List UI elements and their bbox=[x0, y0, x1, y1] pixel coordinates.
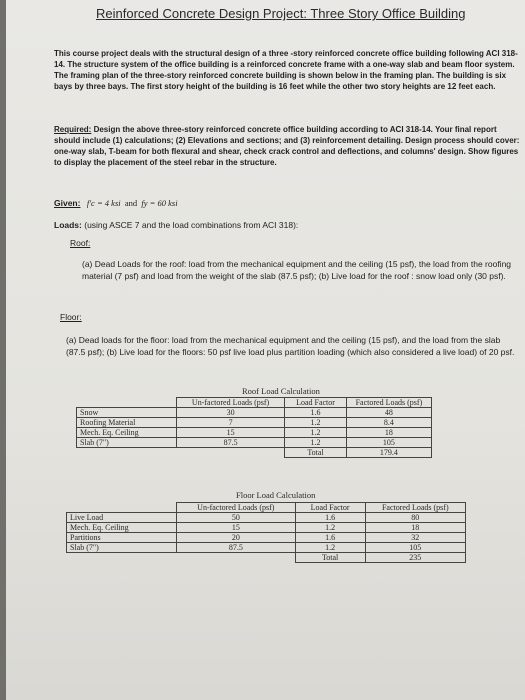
column-header: Load Factor bbox=[285, 398, 347, 408]
cell-value: 15 bbox=[177, 523, 296, 533]
total-label: Total bbox=[295, 553, 365, 563]
loads-text: (using ASCE 7 and the load combinations from ACI 318): bbox=[81, 220, 299, 230]
floor-table-caption: Floor Load Calculation bbox=[236, 490, 316, 500]
column-header: Load Factor bbox=[295, 503, 365, 513]
cell-value: 7 bbox=[177, 418, 285, 428]
table-row bbox=[67, 523, 466, 533]
cell-value: 1.2 bbox=[285, 418, 347, 428]
total-value: 235 bbox=[365, 553, 465, 563]
row-label: Partitions bbox=[67, 533, 177, 543]
row-label: Slab (7") bbox=[67, 543, 177, 553]
cell-value: 1.2 bbox=[295, 523, 365, 533]
row-label: Snow bbox=[77, 408, 177, 418]
table-header-row bbox=[67, 503, 466, 513]
table-row bbox=[77, 428, 432, 438]
loads-line bbox=[54, 220, 298, 230]
intro-paragraph: This course project deals with the structural design of a three -story reinforced concrete office building following ACI 318-14. The structure system of the office building is a reinforced concrete frame with a one-way slab and beam floor system. The framing plan of the three-story reinforced concrete building is shown below in the framing plan. The building is six bays by three bays. The first story height of the building is 16 feet while the other two story heights are 12 feet each. bbox=[54, 49, 518, 91]
table-row bbox=[67, 543, 466, 553]
cell-value: 1.6 bbox=[295, 513, 365, 523]
table-total-row bbox=[77, 448, 432, 458]
table-header-row bbox=[77, 398, 432, 408]
column-header: Factored Loads (psf) bbox=[365, 503, 465, 513]
row-label: Roofing Material bbox=[77, 418, 177, 428]
given-label: Given: bbox=[54, 198, 81, 208]
given-line bbox=[54, 198, 178, 208]
cell-value: 1.6 bbox=[285, 408, 347, 418]
document-title: Reinforced Concrete Design Project: Three Story Office Building bbox=[96, 6, 466, 21]
table-row bbox=[77, 418, 432, 428]
document-page bbox=[6, 0, 525, 700]
cell-value: 1.2 bbox=[285, 438, 347, 448]
table-row bbox=[77, 408, 432, 418]
cell-value: 18 bbox=[365, 523, 465, 533]
floor-item: (a) Dead loads for the floor: load from the mechanical equipment and the ceiling (15 psf), and the load from the slab (87.5 psf); (b) Live load for the floors: 50 psf live load plus partition loading (which also considered a live load) of 20 psf. bbox=[66, 335, 515, 357]
loads-label: Loads: bbox=[54, 220, 82, 230]
column-header: Factored Loads (psf) bbox=[346, 398, 431, 408]
column-header: Un-factored Loads (psf) bbox=[177, 503, 296, 513]
cell-value: 50 bbox=[177, 513, 296, 523]
total-label: Total bbox=[285, 448, 347, 458]
required-label: Required: bbox=[54, 125, 92, 134]
row-label: Mech. Eq. Ceiling bbox=[67, 523, 177, 533]
roof-table-caption: Roof Load Calculation bbox=[242, 386, 320, 396]
roof-item: (a) Dead Loads for the roof: load from the mechanical equipment and the ceiling (15 psf), the load from the roofing material (7 psf) and load from the weight of the slab (87.5 psf); (b) Live load for the roof : snow load only (30 psf). bbox=[82, 259, 512, 281]
table-row bbox=[67, 513, 466, 523]
required-text: Design the above three-story reinforced concrete office building according to ACI 318-14. Your final report should include (1) calculations; (2) Elevations and sections; and (3) reinforcement detailing. Design process should cover: one-way slab, T-beam for both flexural and shear, check crack control and deflections, and columns' design. Show figures to display the placement of the steel rebar in the structure. bbox=[54, 125, 520, 167]
cell-value: 80 bbox=[365, 513, 465, 523]
given-and: and bbox=[124, 198, 138, 208]
cell-value: 1.6 bbox=[295, 533, 365, 543]
roof-heading: Roof: bbox=[70, 238, 91, 248]
given-fy: fy = 60 ksi bbox=[141, 198, 178, 208]
table-row bbox=[67, 533, 466, 543]
column-header: Un-factored Loads (psf) bbox=[177, 398, 285, 408]
cell-value: 105 bbox=[365, 543, 465, 553]
cell-value: 20 bbox=[177, 533, 296, 543]
cell-value: 15 bbox=[177, 428, 285, 438]
cell-value: 1.2 bbox=[285, 428, 347, 438]
floor-load-table bbox=[66, 502, 466, 563]
cell-value: 18 bbox=[346, 428, 431, 438]
row-label: Mech. Eq. Ceiling bbox=[77, 428, 177, 438]
cell-value: 30 bbox=[177, 408, 285, 418]
table-corner bbox=[77, 398, 177, 408]
cell-value: 105 bbox=[346, 438, 431, 448]
cell-value: 8.4 bbox=[346, 418, 431, 428]
cell-value: 1.2 bbox=[295, 543, 365, 553]
roof-load-table bbox=[76, 397, 432, 458]
given-fc: f′c = 4 ksi bbox=[86, 198, 121, 208]
row-label: Slab (7") bbox=[77, 438, 177, 448]
cell-value: 32 bbox=[365, 533, 465, 543]
table-total-row bbox=[67, 553, 466, 563]
cell-value: 87.5 bbox=[177, 543, 296, 553]
table-row bbox=[77, 438, 432, 448]
total-value: 179.4 bbox=[346, 448, 431, 458]
cell-value: 87.5 bbox=[177, 438, 285, 448]
required-paragraph bbox=[54, 124, 520, 168]
floor-heading: Floor: bbox=[60, 312, 82, 322]
table-corner bbox=[67, 503, 177, 513]
row-label: Live Load bbox=[67, 513, 177, 523]
cell-value: 48 bbox=[346, 408, 431, 418]
